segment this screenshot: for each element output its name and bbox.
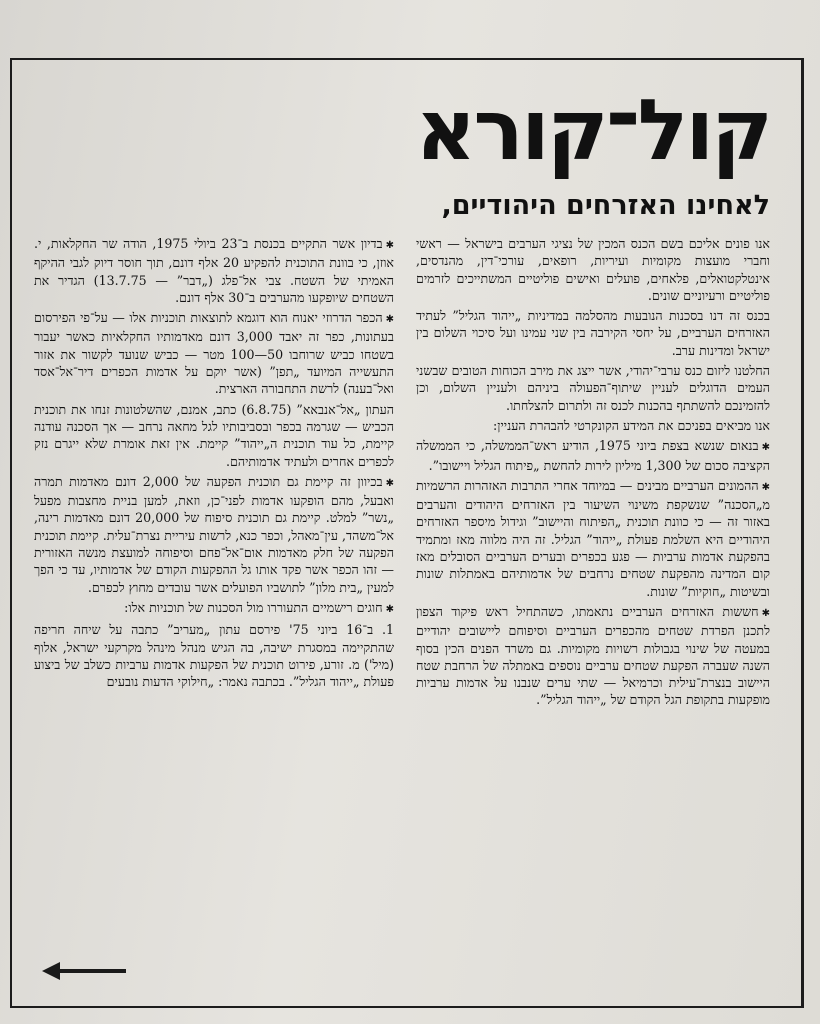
article-paragraph — [416, 362, 770, 414]
paragraph-text: הכפר הדרוזי יאנוח הוא דוגמא לתוצאות תוכניות אלו — על־פי הפירסום בעתונות, כפר זה יאבד 3,000 דונם מאדמותיו החקלאיות כאשר יעבור בשטחו כביש שרוחבו 50—100 מטר — כביש שנועד לקשור את אזור התעשייה המיועד „תפן” (אשר יוקם על אדמות הכפרים דיר־אל־אסד ואל־בענה) לרשת התחבורה הארצית. — [34, 310, 394, 397]
continue-arrow-icon — [42, 960, 126, 982]
article-paragraph — [416, 603, 770, 709]
paragraph-text: בכיוון זה קיימת גם תוכנית הפקעה של 2,000 דונם מאדמות תמרה ואבעל, מהם הופקעו אדמות לפני־כן, וזאת, למען בניית מחצבות מפעל „נשר” למלט. קיימת גם תוכנית סיפוח של 20,000 דונם מאדמות רינה, אל־משהד, עין־מאהל, וכפר כנא, לרשות עיריית נצרת־עלית. קיימת תוכנית הפקעה של חלק מאדמות אום־אל־פחם וסיפוחה למועצת מנשה האזורית — זהו הכפר אשר פקד אותו גל ההפקעות הקודם של אדמותיו, עד כי הפך למעין „בית מלון” לתושביו הפועלים אשר עובדים מחוץ לכפרם. — [34, 473, 394, 595]
article-column-left — [34, 235, 394, 965]
article-column-right — [416, 235, 770, 997]
page-title: קול־קורא — [415, 81, 770, 179]
article-paragraph — [34, 235, 394, 306]
bullet-star-icon: ✱ — [385, 477, 394, 489]
article-paragraph — [34, 309, 394, 397]
article-subtitle: לאחינו האזרחים היהודיים, — [441, 190, 770, 221]
article-paragraph — [416, 307, 770, 359]
paragraph-text: ההמונים הערביים מבינים — במיוחד אחרי התרבות האזהרות הרשמיות מ„הסכנה” שנשקפת משינוי השיעור בין האזרחים היהודים והערבים באזור זה — כי כוונת תוכנית „הפיתוח והיישוב” וגידול מיספר האזרחים היהודיים היא השלמת פעולת „ייהוד” הגליל. זה היה מלווה מאז ומתמיד בהפקעת אדמות ערביות — פגע בכפרים ובערים הערביים הסובלים מאז קום המדינה מהפקעת שטחים נרחבים של אדמותיהם באמתלות שונות ובשיטות „חוקיות” שונות. — [416, 477, 770, 599]
bullet-star-icon: ✱ — [761, 481, 770, 493]
paragraph-text: חששות האזרחים הערביים נתאמתו, כשהתחיל ראש פיקוד הצפון לתכנן הפרדת שטחים מהכפרים הערביים וסיפוחם ליישובים יהודיים במעטה של שינוי בגבולות רשויות מקומיות. גם משרד הפנים הכין בסוף השנה שעברה הפקעת שטחים ערביים נוספים באמתלה של הרחבת שטח היישוב בנצרת־עילית וכרמיאל — שתי ערים שנבנו על אדמות ערביות מופקעות בתקופת הגל הקודם של „ייהוד הגליל”. — [416, 603, 770, 708]
paragraph-text: 1. ב־16 ביוני 75' פירסם עתון „מעריב” כתבה על שיחה חריפה שהתקיימה במסגרת ישיבה, בה הגיש מנהל מינהל מקרקעי ישראל, אלוף (מיל') מ. זורע, פירוט תוכנית של הפקעות אדמות ערביות כשלב של ביצוע פעולת „ייהוד הגליל”. בכתבה נאמר: „חילוקי הדעות נובעים — [34, 622, 394, 690]
article-paragraph — [34, 473, 394, 596]
article-paragraph — [416, 235, 770, 304]
article-paragraph — [34, 401, 394, 470]
bullet-star-icon: ✱ — [385, 314, 394, 326]
paragraph-text: בדיון אשר התקיים בכנסת ב־23 ביולי 1975, הודה שר החקלאות, י. אוזן, כי בוונת התוכנית להפקיע 20 אלף דונם, תוך חוסר דיוק לגבי ההיקף האמיתי של השטח. צבי אל־פלג („דבר” — 13.7.75) הגדיר את השטחים שיופקעו מהערבים ב־30 אלף דונם. — [34, 236, 394, 305]
article-paragraph — [416, 437, 770, 474]
article-paragraph — [34, 599, 394, 618]
article-paragraph — [34, 621, 394, 690]
article-paragraph — [416, 417, 770, 434]
article-paragraph — [416, 477, 770, 600]
bullet-star-icon: ✱ — [761, 442, 770, 454]
paragraph-text: בנאום שנשא בצפת ביוני 1975, הודיע ראש־הממשלה, כי הממשלה הקציבה סכום של 1,300 מיליון לירות להחשת „פיתוח הגליל ויישובו”. — [416, 438, 770, 473]
bullet-star-icon: ✱ — [385, 603, 394, 615]
bullet-star-icon: ✱ — [385, 240, 394, 251]
paragraph-text: החלטנו ליזום כנס ערבי־יהודי, אשר ייצג את מירב הכוחות הטובים שבשני העמים הדוגלים לעניין שיתוף־הפעולה ביניהם ולעניין השלום, וכן להזמינכם להשתתף בהכנות לכנס זה ולתרום להצלחתו. — [416, 363, 770, 413]
paragraph-text: חוגים רישמיים התעוררו מול הסכנות של תוכניות אלו: — [124, 599, 383, 615]
bullet-star-icon: ✱ — [761, 607, 770, 619]
paragraph-text: אנו מביאים בפניכם את המידע הקונקרטי להבהרת העניין: — [493, 417, 770, 433]
paragraph-text: בכנס זה דנו בסכנות הנובעות מהסלמה במדיניות „ייהוד הגליל” לעתיד האזרחים הערביים, על יחסי הקירבה בין שני עמינו ועל סיכוי השלום בין ישראל ומדינות ערב. — [416, 308, 770, 358]
paragraph-text: אנו פונים אליכם בשם הכנס המכין של נציגי הערבים בישראל — ראשי וחברי מועצות מקומיות ועיריות, רופאים, עורכי־דין, מהנדסים, אינטלקטואלים, פלאחים, פועלים ואישים פוליטיים המשתייכים לזרמים פוליטיים ורעיוניים שונים. — [416, 236, 770, 303]
paragraph-text: העתון „אל־אנבאא” (6.8.75) כתב, אמנם, שהשלטונות זנחו את תוכנית הכביש — שגרמה בכפר ובסביבותיו לגל מחאה נרחב — אך הסכנה עודנה קיימת, כל עוד תוכנית ה„ייהוד” קיימת. אין זאת אומרת שלא ייגרם נזק לכפרים אחרים ולעתיד אדמותיהם. — [34, 401, 394, 469]
